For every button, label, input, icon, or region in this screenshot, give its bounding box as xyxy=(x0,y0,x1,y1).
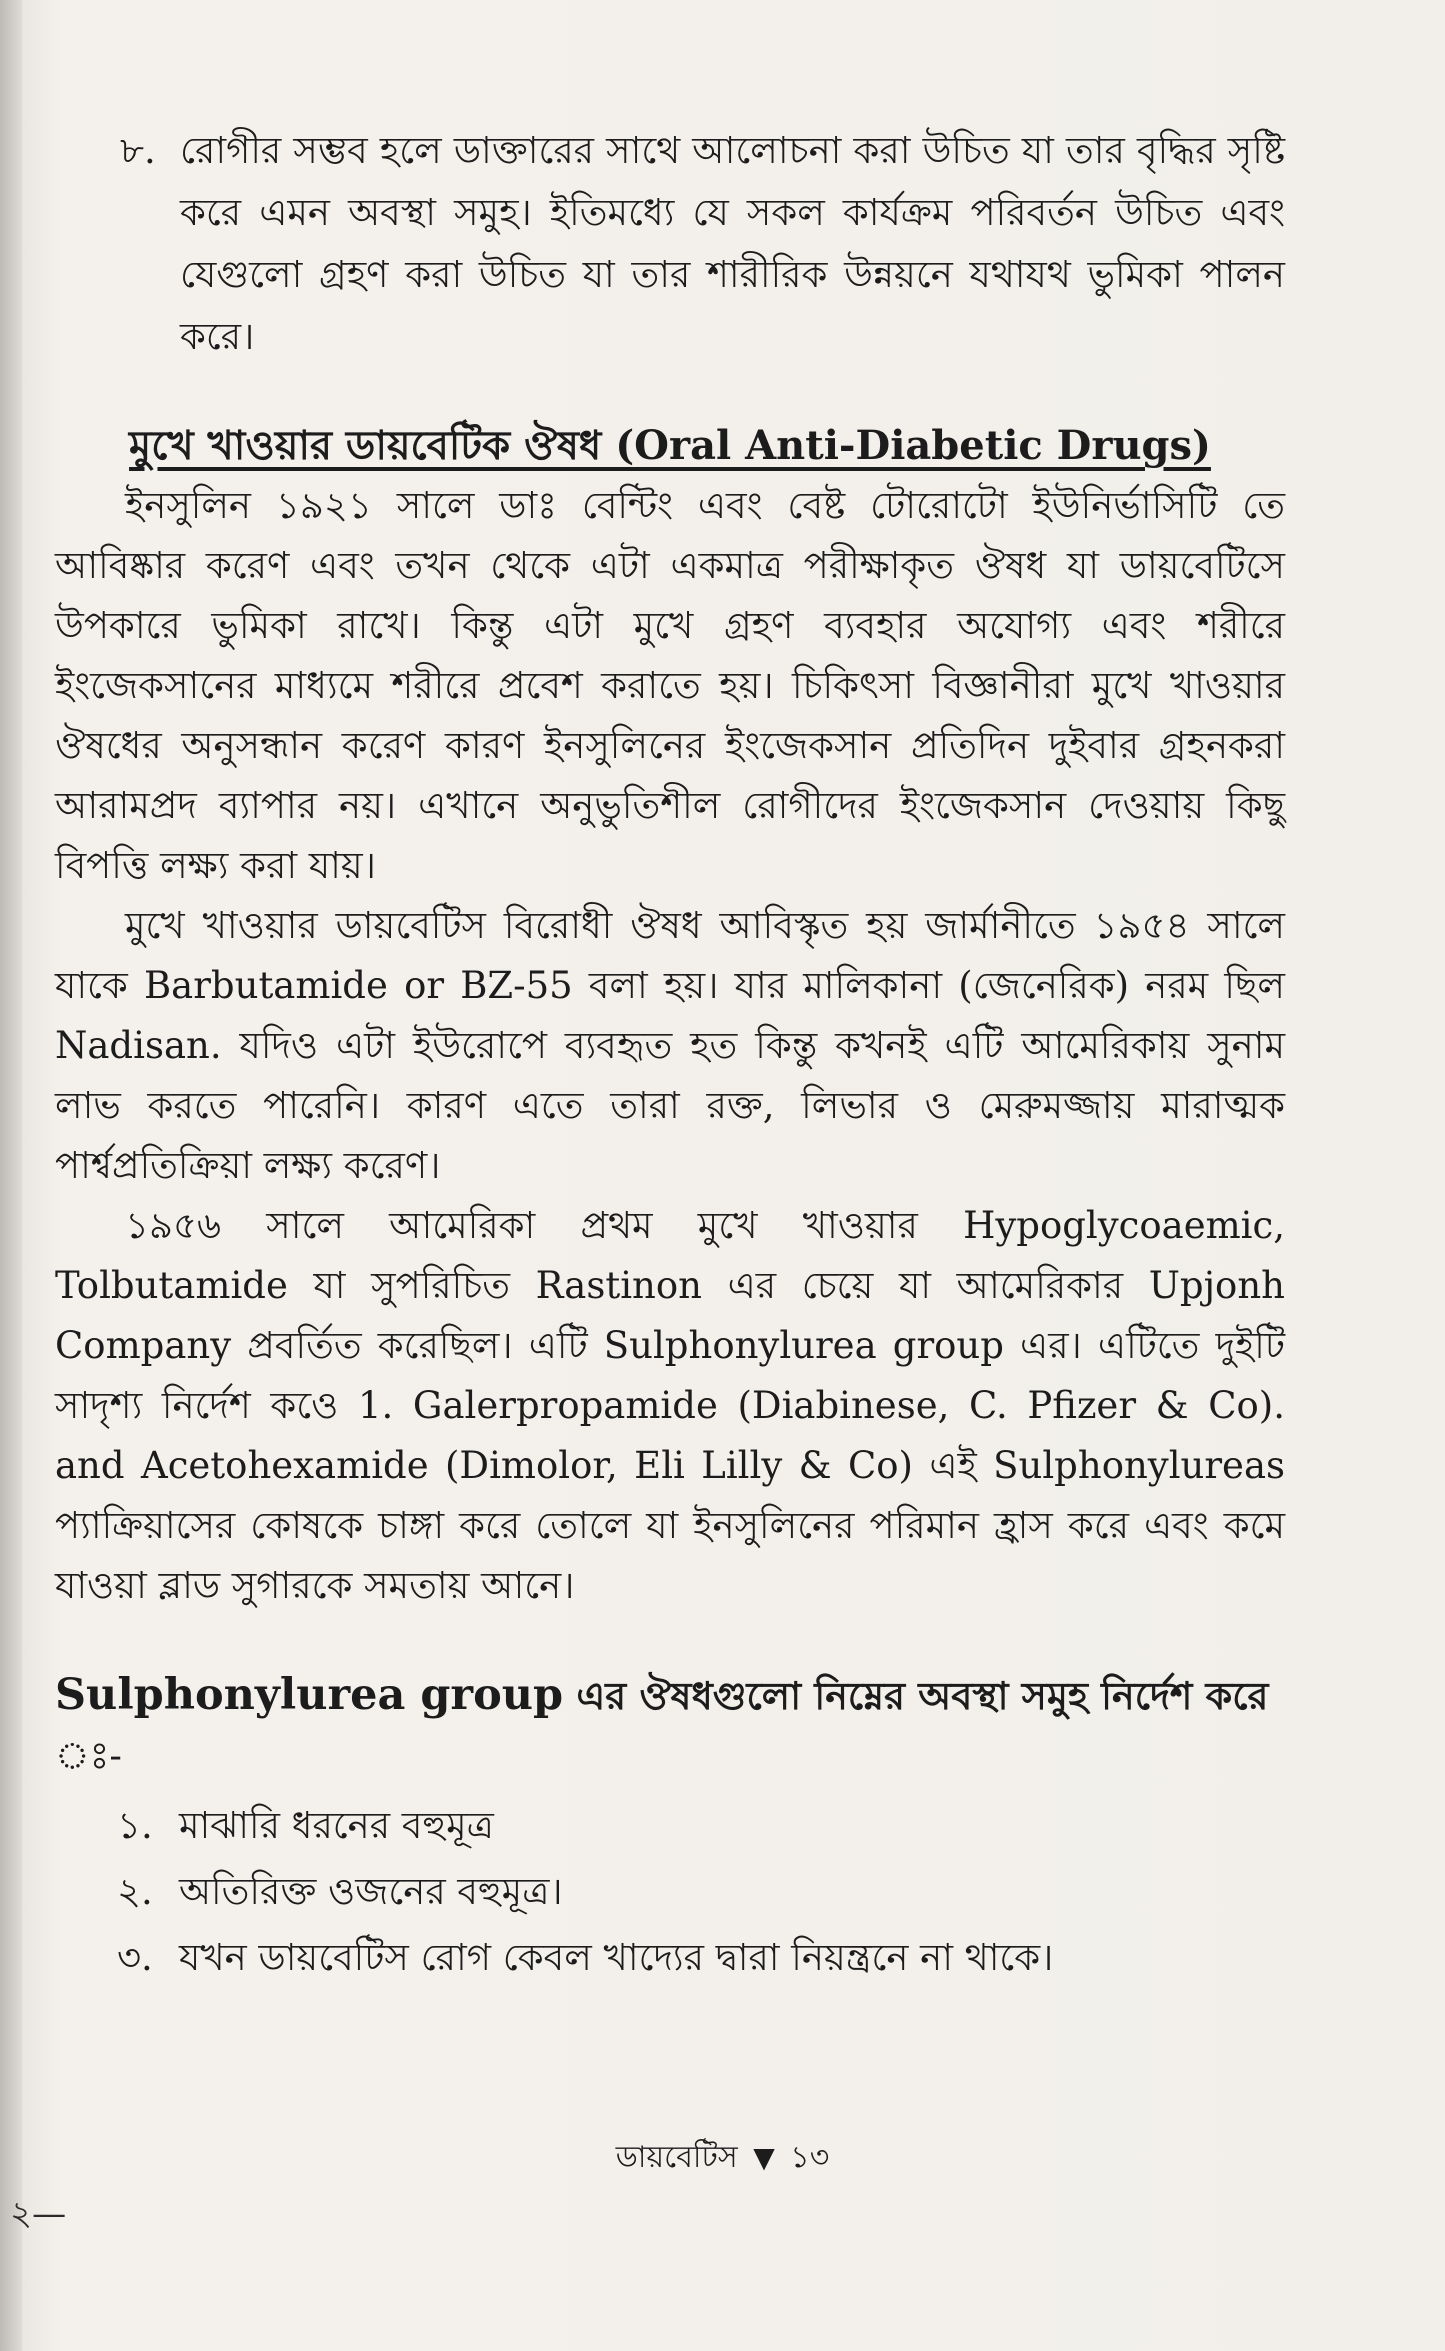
item-text: রোগীর সম্ভব হলে ডাক্তারের সাথে আলোচনা করা উচিত যা তার বৃদ্ধির সৃষ্টি করে এমন অবস্থা সমুহ। ইতিমধ্যে যে সকল কার্যক্রম পরিবর্তন উচিত এবং যেগুলো গ্রহণ করা উচিত যা তার শারীরিক উন্নয়নে যথাযথ ভুমিকা পালন করে। xyxy=(180,129,1285,358)
sub-heading xyxy=(55,1664,1285,1727)
list-item-text: যখন ডায়বেটিস রোগ কেবল খাদ্যের দ্বারা নিয়ন্ত্রনে না থাকে। xyxy=(179,1936,1054,1979)
list-item-number: ৩. xyxy=(117,1936,153,1979)
book-spine-shadow xyxy=(0,0,22,2351)
list-item xyxy=(117,1859,1285,1925)
sub-heading-bold: Sulphonylurea group xyxy=(55,1670,564,1720)
paragraph-barbutamide: মুখে খাওয়ার ডায়বেটিস বিরোধী ঔষধ আবিস্কৃত হয় জার্মানীতে ১৯৫৪ সালে যাকে Barbutamide or BZ-55 বলা হয়। যার মালিকানা (জেনেরিক) নরম ছিল Nadisan. যদিও এটা ইউরোপে ব্যবহৃত হত কিন্তু কখনই এটি আমেরিকায় সুনাম লাভ করতে পারেনি। কারণ এতে তারা রক্ত, লিভার ও মেরুমজ্জায় মারাত্মক পার্শ্বপ্রতিক্রিয়া লক্ষ্য করেণ। xyxy=(55,904,1285,1187)
paragraph-tolbutamide: ১৯৫৬ সালে আমেরিকা প্রথম মুখে খাওয়ার Hypoglycoaemic, Tolbutamide যা সুপরিচিত Rastinon এর চেয়ে যা আমেরিকার Upjonh Company প্রবর্তিত করেছিল। এটি Sulphonylurea group এর। এটিতে দুইটি সাদৃশ্য নির্দেশ কওে 1. Galerpropamide (Diabinese, C. Pfizer & Co). and Acetohexamide (Dimolor, Eli Lilly & Co) এই Sulphonylureas প্যাক্রিয়াসের কোষকে চাঙ্গা করে তোলে যা ইনসুলিনের পরিমান হ্রাস করে এবং কমে যাওয়া ব্লাড সুগারকে সমতায় আনে। xyxy=(55,1204,1285,1607)
footer-title: ডায়বেটিস xyxy=(615,2140,738,2175)
list-item-text: অতিরিক্ত ওজনের বহুমূত্র। xyxy=(179,1870,563,1913)
list-item-number: ২. xyxy=(117,1870,153,1913)
section-heading xyxy=(55,416,1285,476)
margin-signature-mark: ২— xyxy=(10,2194,67,2234)
paragraph-insulin-history: ইনসুলিন ১৯২১ সালে ডাঃ বেন্টিং এবং বেষ্ট টোরোটো ইউনির্ভাসিটি তে আবিষ্কার করেণ এবং তখন থেকে এটা একমাত্র পরীক্ষাকৃত ঔষধ যা ডায়বেটিসে উপকারে ভুমিকা রাখে। কিন্তু এটা মুখে গ্রহণ ব্যবহার অযোগ্য এবং শরীরে ইংজেকসানের মাধ্যমে শরীরে প্রবেশ করাতে হয়। চিকিৎসা বিজ্ঞানীরা মুখে খাওয়ার ঔষধের অনুসন্ধান করেণ কারণ ইনসুলিনের ইংজেকসান প্রতিদিন দুইবার গ্রহনকরা আরামপ্রদ ব্যাপার নয়। এখানে অনুভুতিশীল রোগীদের ইংজেকসান দেওয়ায় কিছু বিপত্তি লক্ষ্য করা যায়। xyxy=(55,484,1285,887)
page-number: ১৩ xyxy=(790,2140,830,2175)
list-item xyxy=(117,1793,1285,1859)
page-content xyxy=(55,120,1285,1991)
sub-heading-rest: এর ঔষধগুলো নিম্নের অবস্থা সমুহ নির্দেশ করে xyxy=(563,1673,1269,1718)
list-item xyxy=(117,1925,1285,1991)
triangle-down-icon: ▼ xyxy=(753,2141,775,2174)
item-number: ৮. xyxy=(120,129,156,172)
list-item-text: মাঝারি ধরনের বহুমূত্র xyxy=(179,1804,494,1847)
numbered-item-8 xyxy=(55,120,1285,368)
page-footer xyxy=(0,2138,1445,2178)
conditions-list xyxy=(55,1793,1285,1991)
sub-heading-suffix: ঃ- xyxy=(55,1734,122,1777)
list-item-number: ১. xyxy=(117,1804,153,1847)
section-heading-text: মুখে খাওয়ার ডায়বেটিক ঔষধ (Oral Anti-Diabetic Drugs) xyxy=(129,422,1211,469)
